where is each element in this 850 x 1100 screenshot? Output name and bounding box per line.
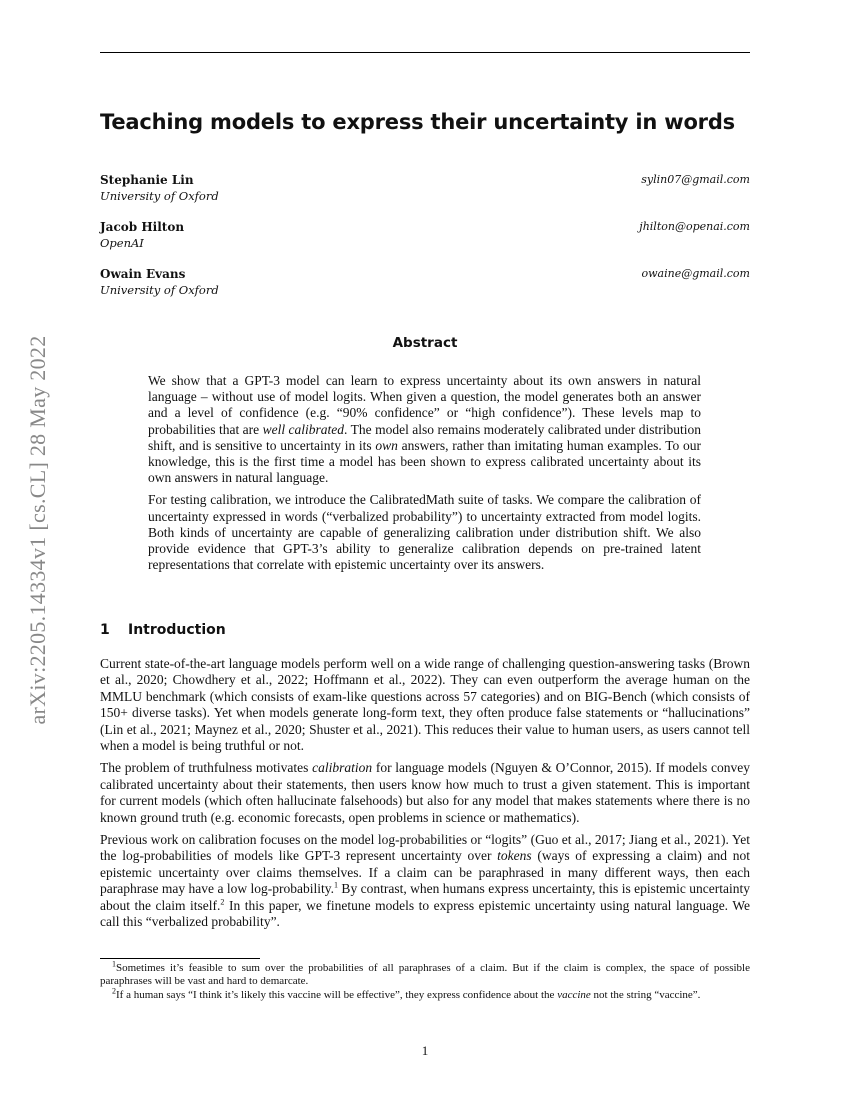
text-run: . The model also remains moderately calibrated under distribution shift, and is sensitive to uncertainty in its	[148, 421, 701, 453]
text-run: The problem of truthfulness motivates	[100, 760, 313, 776]
emphasis: well calibrated	[262, 421, 345, 437]
footnote	[100, 959, 750, 988]
author-block	[100, 219, 750, 251]
text-run: for language models (Nguyen & O’Connor, 2015). If models convey calibrated uncertainty about their statements, then users know how much to trust a given statement. This is important for current models (which often hallucinate falsehoods) but also for any model that makes statements where there is no known ground truth (e.g. economic forecasts, open problems in science or mathematics).	[100, 760, 750, 825]
author-affiliation: University of Oxford	[100, 189, 219, 203]
author-affiliation: University of Oxford	[100, 283, 219, 297]
abstract-paragraph	[148, 373, 701, 486]
author-email[interactable]: sylin07@gmail.com	[641, 173, 750, 186]
footnote-ref[interactable]: 2	[220, 897, 225, 907]
section-number: 1	[100, 622, 110, 638]
paper-title: Teaching models to express their uncertainty in words	[100, 110, 735, 134]
section-title: Introduction	[128, 622, 226, 638]
page-number: 1	[421, 1043, 429, 1058]
footnote-mark: 2	[112, 986, 116, 996]
text-run: (ways of expressing a claim) and not epistemic uncertainty over claims themselves. If a claim can be paraphrased in many different ways, then each paraphrase may have a low log-probability.	[100, 848, 750, 897]
emphasis: calibration	[312, 760, 373, 776]
text-run: answers, rather than imitating human examples. To our knowledge, this is the first time a model has been shown to express calibrated uncertainty about its own answers in natural language.	[148, 437, 701, 486]
author-block	[100, 172, 750, 204]
abstract-paragraph: For testing calibration, we introduce the CalibratedMath suite of tasks. We compare the calibration of uncertainty expressed in words (“verbalized probability”) to uncertainty extracted from model logits. Both kinds of uncertainty are capable of generalizing calibration under distribution shift. We also provide evidence that GPT-3’s ability to generalize calibration depends on pre-trained latent representations that correlate with epistemic uncertainty over its answers.	[148, 492, 701, 573]
author-block	[100, 266, 750, 298]
body-paragraph: Current state-of-the-art language models perform well on a wide range of challenging question-answering tasks (Brown et al., 2020; Chowdhery et al., 2022; Hoffmann et al., 2022). They can even outperform the average human on the MMLU benchmark (which consists of exam-like questions across 57 categories) and on BIG-Bench (which consists of 150+ diverse tasks). Yet when models generate long-form text, they often produce false statements or “hallucinations” (Lin et al., 2021; Maynez et al., 2020; Shuster et al., 2021). This reduces their value to human users, as users cannot tell when a model is being truthful or not.	[100, 656, 750, 754]
footnote-mark: 1	[112, 959, 116, 969]
author-name: Stephanie Lin	[100, 173, 194, 187]
text-run: Previous work on calibration focuses on the model log-probabilities or “logits” (Guo et al., 2017; Jiang et al., 2021). Yet the log-probabilities of models like GPT-3 represent uncertainty over	[100, 832, 750, 864]
section-heading	[100, 622, 750, 638]
arxiv-identifier[interactable]: arXiv:2205.14334v1 [cs.CL] 28 May 2022	[25, 335, 50, 725]
footnote	[100, 986, 750, 1002]
author-affiliation: OpenAI	[100, 236, 144, 250]
author-name: Owain Evans	[100, 267, 186, 281]
text-run: In this paper, we finetune models to express epistemic uncertainty using natural language. We call this “verbalized probability”.	[100, 897, 750, 930]
footnote-ref[interactable]: 1	[334, 880, 339, 890]
footnote-rule	[100, 958, 260, 959]
footnote-text: not the string “vaccine”.	[590, 989, 701, 1002]
top-rule	[100, 52, 750, 53]
abstract-heading: Abstract	[392, 335, 458, 351]
introduction-body	[100, 656, 750, 937]
text-run: We show that a GPT-3 model can learn to express uncertainty about its own answers in natural language – without use of model logits. When given a question, the model generates both an answer and a level of confidence (e.g. “90% confidence” or “high confidence”). These levels map to probabilities that are	[148, 373, 701, 437]
body-paragraph	[100, 832, 750, 930]
footnote-text: Sometimes it’s feasible to sum over the probabilities of all paraphrases of a claim. But if the claim is complex, the space of possible paraphrases will be vast and hard to demarcate.	[100, 962, 750, 988]
author-email[interactable]: owaine@gmail.com	[641, 267, 750, 280]
author-name: Jacob Hilton	[100, 220, 185, 234]
author-email[interactable]: jhilton@openai.com	[639, 220, 750, 233]
body-paragraph	[100, 760, 750, 826]
footnotes	[100, 959, 750, 1004]
emphasis: own	[375, 437, 398, 453]
emphasis: tokens	[497, 848, 532, 864]
text-run: By contrast, when humans express uncertainty, this is epistemic uncertainty about the claim itself.	[100, 881, 750, 913]
footnote-text: If a human says “I think it’s likely this vaccine will be effective”, they express confidence about the	[116, 989, 558, 1002]
emphasis: vaccine	[557, 989, 591, 1002]
abstract-body	[148, 373, 701, 579]
